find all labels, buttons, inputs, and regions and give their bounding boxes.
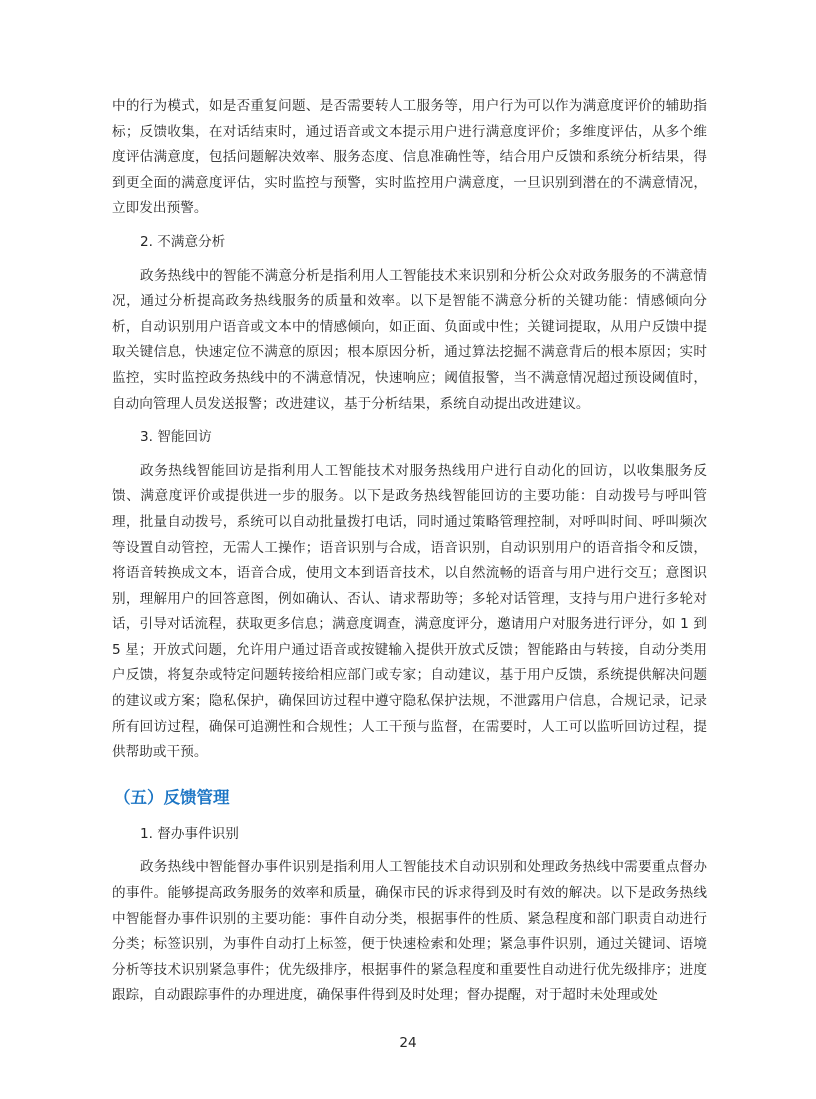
page-number: 24 [399,1035,417,1051]
paragraph-dissatisfaction-analysis: 政务热线中的智能不满意分析是指利用人工智能技术来识别和分析公众对政务服务的不满意情况，通过分析提高政务热线服务的质量和效率。以下是智能不满意分析的关键功能：情感倾向分析，自动识别用户语音或文本中的情感倾向，如正面、负面或中性；关键词提取，从用户反馈中提取关键信息，快速定位不满意的原因；根本原因分析，通过算法挖掘不满意背后的根本原因；实时监控，实时监控政务热线中的不满意情况，快速响应；阈值报警，当不满意情况超过预设阈值时，自动向管理人员发送报警；改进建议，基于分析结果，系统自动提出改进建议。 [112,267,707,412]
paragraph-smart-callback: 政务热线智能回访是指利用人工智能技术对服务热线用户进行自动化的回访，以收集服务反馈、满意度评价或提供进一步的服务。以下是政务热线智能回访的主要功能：自动拨号与呼叫管理，批量自动拨号，系统可以自动批量拨打电话，同时通过策略管理控制，对呼叫时间、呼叫频次等设置自动管控，无需人工操作；语音识别与合成，语音识别，自动识别用户的语音指令和反馈，将语音转换成文本，语音合成，使用文本到语音技术，以自然流畅的语音与用户进行交互；意图识别，理解用户的回答意图，例如确认、否认、请求帮助等；多轮对话管理，支持与用户进行多轮对话，引导对话流程，获取更多信息；满意度调查，满意度评分，邀请用户对服务进行评分，如 1 到 5 星；开放式问题，允许用户通过语音或按键输入提供开放式反馈；智能路由与转接，自动分类用户反馈，将复杂或特定问题转接给相应部门或专家；自动建议，基于用户反馈，系统提供解决问题的建议或方案；隐私保护，确保回访过程中遵守隐私保护法规，不泄露用户信息，合规记录，记录所有回访过程，确保可追溯性和合规性；人工干预与监督，在需要时，人工可以监听回访过程，提供帮助或干预。 [112,462,707,761]
paragraph-supervision-event-identification: 政务热线中智能督办事件识别是指利用人工智能技术自动识别和处理政务热线中需要重点督办的事件。能够提高政务服务的效率和质量，确保市民的诉求得到及时有效的解决。以下是政务热线中智能督办事件识别的主要功能：事件自动分类，根据事件的性质、紧急程度和部门职责自动进行分类；标签识别，为事件自动打上标签，便于快速检索和处理；紧急事件识别，通过关键词、语境分析等技术识别紧急事件；优先级排序，根据事件的紧急程度和重要性自动进行优先级排序；进度跟踪，自动跟踪事件的办理进度，确保事件得到及时处理；督办提醒，对于超时未处理或处 [112,859,707,1004]
page-content [112,94,707,1009]
subheading-supervision-event-identification: 1. 督办事件识别 [140,825,239,842]
paragraph-satisfaction-evaluation: 中的行为模式，如是否重复问题、是否需要转人工服务等，用户行为可以作为满意度评价的辅助指标；反馈收集，在对话结束时，通过语音或文本提示用户进行满意度评价；多维度评估，从多个维度评估满意度，包括问题解决效率、服务态度、信息准确性等，结合用户反馈和系统分析结果，得到更全面的满意度评估，实时监控与预警，实时监控用户满意度，一旦识别到潜在的不满意情况，立即发出预警。 [112,98,707,217]
section-heading-feedback-management: （五）反馈管理 [114,787,230,807]
subheading-smart-callback: 3. 智能回访 [140,429,212,446]
subheading-dissatisfaction-analysis: 2. 不满意分析 [140,233,226,250]
